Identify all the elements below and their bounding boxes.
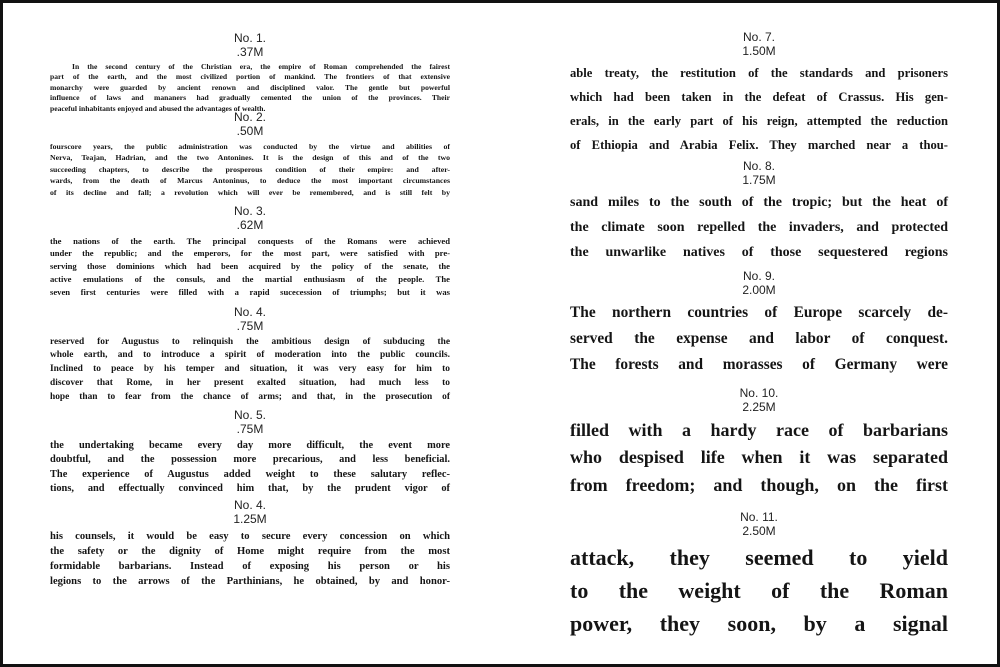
sample-size: 2.00M <box>742 282 776 297</box>
sample-number: No. 1. <box>233 31 266 45</box>
sample-paragraph <box>50 336 450 405</box>
sample-size: .50M <box>236 123 264 138</box>
sample-paragraph <box>570 417 948 500</box>
sample-size: .75M <box>236 421 264 436</box>
sample-paragraph <box>570 541 948 640</box>
text-sample <box>570 160 948 265</box>
paragraph-line: under the republic; and the emperors, for the most part, were satisfied with pre- <box>50 248 450 259</box>
paragraph-line: fourscore years, the public administration was conducted by the virtue and abilities of <box>50 141 450 151</box>
paragraph-line: In the second century of the Christian era, the empire of Roman comprehended the fairest <box>72 61 450 71</box>
paragraph-line: to the weight of the Roman <box>570 577 948 603</box>
paragraph-line: seven first centuries were filled with a rapid sucecession of triumphs; but it was <box>50 286 450 297</box>
sample-size: 1.75M <box>742 172 776 187</box>
sample-size: 1.25M <box>233 511 267 526</box>
sample-size: .37M <box>236 44 264 59</box>
sample-paragraph <box>50 529 450 590</box>
paragraph-line: from freedom; and though, on the first <box>570 474 948 495</box>
sample-paragraph <box>50 235 450 299</box>
sample-number: No. 11. <box>740 510 778 524</box>
paragraph-line: of Ethiopia and Arabia Felix. They marched near a thou- <box>570 137 948 152</box>
paragraph-line: of its decline and fall; a revolution which will ever be remembered, and is still felt by <box>50 187 450 197</box>
paragraph-line: The northern countries of Europe scarcely de- <box>570 303 948 321</box>
sample-paragraph <box>570 61 948 157</box>
text-sample <box>570 387 948 499</box>
paragraph-line: The forests and morasses of Germany were <box>570 355 948 373</box>
text-sample <box>50 205 450 299</box>
paragraph-line: his counsels, it would be easy to secure every concession on which <box>50 530 450 542</box>
sample-size: 2.50M <box>742 523 776 538</box>
paragraph-line: wards, from the death of Marcus Antoninus, to deduce the most important circumstances <box>50 176 450 186</box>
text-sample <box>50 111 450 198</box>
paragraph-line: discover that Rome, in her present exalted situation, had much less to <box>50 377 450 388</box>
text-sample <box>570 31 948 157</box>
paragraph-line: which had been taken in the defeat of Crassus. His gen- <box>570 89 948 104</box>
paragraph-line: legions to the arrows of the Parthinians, he obtained, by and honor- <box>50 576 450 588</box>
text-sample <box>570 270 948 378</box>
paragraph-line: monarchy were guarded by ancient renown and disciplined valor. The gentle but powerful <box>50 82 450 92</box>
paragraph-line: Nerva, Teajan, Hadrian, and the two Antonines. It is the design of this and of the two <box>50 153 450 163</box>
sample-number: No. 10. <box>739 386 779 400</box>
text-sample <box>50 409 450 497</box>
paragraph-line: part of the earth, and the most civilized portion of mankind. The frontiers of that extensive <box>50 72 450 82</box>
sample-number: No. 5. <box>233 408 266 422</box>
sample-size: .62M <box>236 217 264 232</box>
text-sample <box>50 499 450 589</box>
sample-paragraph <box>50 439 450 497</box>
paragraph-line: peaceful inhabitants enjoyed and abused the advantages of wealth. <box>50 103 266 113</box>
paragraph-line: erals, in the early part of his reign, attempted the reduction <box>570 113 948 128</box>
paragraph-line: who despised life when it was separated <box>570 447 948 468</box>
paragraph-line: attack, they seemed to yield <box>570 544 948 570</box>
paragraph-line: able treaty, the restitution of the standards and prisoners <box>570 65 948 80</box>
sample-number: No. 3. <box>233 204 266 218</box>
paragraph-line: whole earth, and to introduce a spirit of moderation into the public councils. <box>50 350 450 361</box>
sample-number: No. 4. <box>233 305 266 319</box>
paragraph-line: active emulations of the consuls, and the martial enthusiasm of the people. The <box>50 273 450 284</box>
text-sample <box>50 32 450 114</box>
paragraph-line: the climate soon repelled the invaders, and protected <box>570 219 948 235</box>
sample-number: No. 4. <box>233 498 266 512</box>
paragraph-line: the nations of the earth. The principal conquests of the Romans were achieved <box>50 235 450 246</box>
sample-number: No. 2. <box>233 110 266 124</box>
sample-number: No. 8. <box>742 159 775 173</box>
sample-size: 1.50M <box>742 43 776 58</box>
paragraph-line: reserved for Augustus to relinquish the ambitious design of subducing the <box>50 336 450 347</box>
sample-paragraph <box>570 190 948 265</box>
text-sample <box>570 511 948 640</box>
paragraph-line: serving those dominions which had been acquired by the policy of the senate, the <box>50 261 450 272</box>
paragraph-line: Inclined to peace by his temper and situation, it was very easy for him to <box>50 364 450 375</box>
sample-paragraph <box>570 300 948 378</box>
paragraph-line: doubtful, and the possession more precarious, and less beneficial. <box>50 454 450 466</box>
paragraph-line: served the expense and labor of conquest. <box>570 329 948 347</box>
paragraph-line: sand miles to the south of the tropic; but the heat of <box>570 194 948 210</box>
paragraph-line: succeeding chapters, to describe the prosperous condition of their empire: and after- <box>50 164 450 174</box>
paragraph-line: The experience of Augustus added weight to these salutary reflec- <box>50 468 450 480</box>
paragraph-line: the unwarlike natives of those sequestered regions <box>570 244 948 260</box>
sample-number: No. 9. <box>742 269 775 283</box>
sample-size: 2.25M <box>742 399 776 414</box>
paragraph-line: tions, and effectually convinced him that, by the prudent vigor of <box>50 483 450 495</box>
sample-number: No. 7. <box>742 30 775 44</box>
paragraph-line: hope than to fear from the chance of arms; and that, in the prosecution of <box>50 391 450 402</box>
paragraph-line: formidable barbarians. Instead of exposing his person or his <box>50 561 450 572</box>
sample-size: .75M <box>236 318 264 333</box>
paragraph-line: filled with a hardy race of barbarians <box>570 419 948 440</box>
paragraph-line: influence of laws and mananers had gradually cemented the union of the provinces. Their <box>50 93 450 103</box>
paragraph-line: the undertaking became every day more difficult, the event more <box>50 439 450 451</box>
sample-paragraph <box>50 62 450 115</box>
paragraph-line: power, they soon, by a signal <box>570 610 948 636</box>
sample-paragraph <box>50 141 450 199</box>
paragraph-line: the safety or the dignity of Home might require from the most <box>50 545 450 557</box>
text-sample <box>50 306 450 405</box>
